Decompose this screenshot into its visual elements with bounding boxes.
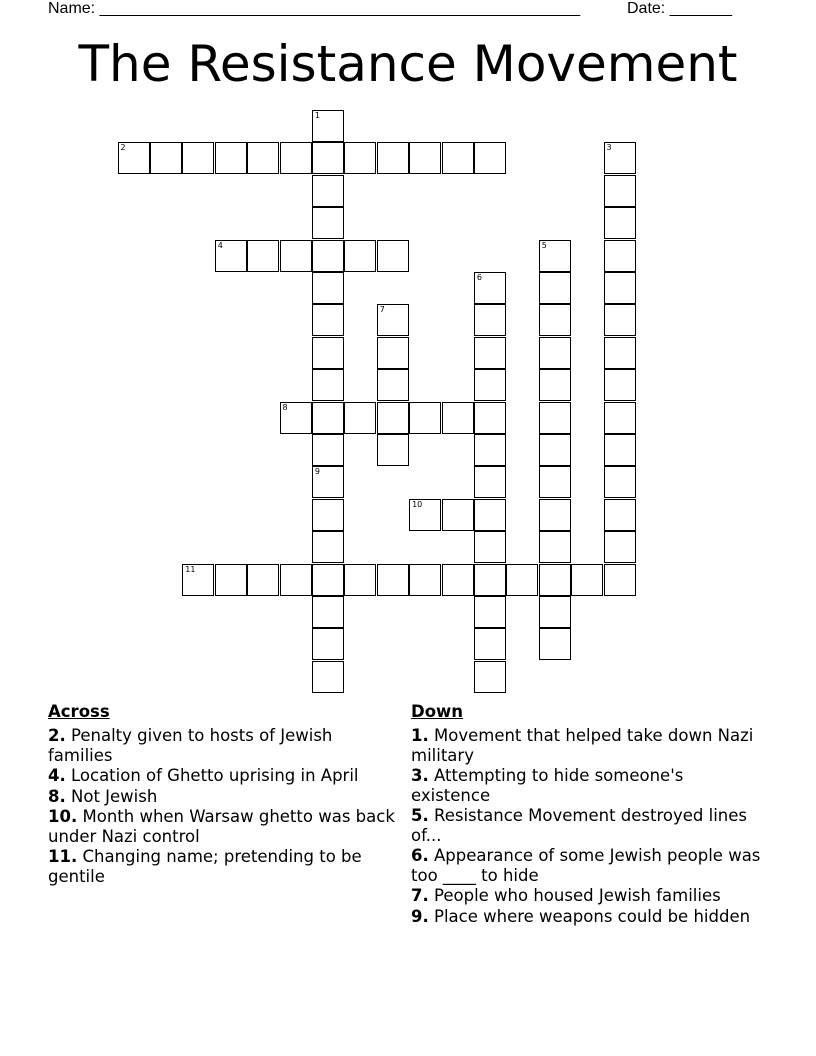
clue-number: 11. xyxy=(48,847,78,866)
clue-down-9 xyxy=(411,907,761,927)
grid-cell[interactable] xyxy=(474,369,506,401)
grid-cell[interactable] xyxy=(539,369,571,401)
cell-number: 5 xyxy=(541,240,547,250)
clue-across-2 xyxy=(48,726,398,765)
grid-cell[interactable] xyxy=(409,142,441,174)
grid-cell[interactable] xyxy=(377,142,409,174)
clue-across-4 xyxy=(48,766,398,786)
grid-cell[interactable] xyxy=(539,499,571,531)
clue-number: 3. xyxy=(411,766,429,785)
grid-cell[interactable] xyxy=(604,304,636,336)
clue-number: 7. xyxy=(411,886,429,905)
grid-cell[interactable] xyxy=(312,434,344,466)
clue-down-6 xyxy=(411,846,761,885)
clue-text: Not Jewish xyxy=(71,786,158,806)
clue-number: 4. xyxy=(48,766,66,785)
grid-cell[interactable] xyxy=(377,434,409,466)
clue-down-5 xyxy=(411,806,761,845)
grid-cell[interactable] xyxy=(118,142,150,174)
grid-cell[interactable] xyxy=(312,499,344,531)
grid-cell[interactable] xyxy=(312,142,344,174)
clue-text: Attempting to hide someone's existence xyxy=(411,766,684,805)
grid-cell[interactable] xyxy=(247,142,279,174)
grid-cell[interactable] xyxy=(150,142,182,174)
clue-across-10 xyxy=(48,807,398,846)
clue-across-11 xyxy=(48,847,398,886)
clue-number: 8. xyxy=(48,786,66,806)
grid-cell[interactable] xyxy=(312,596,344,628)
clue-number: 10. xyxy=(48,807,78,826)
grid-cell[interactable] xyxy=(474,564,506,596)
grid-cell[interactable] xyxy=(312,304,344,336)
clue-down-3 xyxy=(411,766,761,805)
grid-cell[interactable] xyxy=(312,564,344,596)
grid-cell[interactable] xyxy=(539,402,571,434)
grid-cell[interactable] xyxy=(247,564,279,596)
grid-cell[interactable] xyxy=(604,142,636,174)
clue-number: 5. xyxy=(411,806,429,825)
clue-number: 1. xyxy=(411,726,429,745)
cell-number: 3 xyxy=(606,143,612,153)
grid-cell[interactable] xyxy=(409,499,441,531)
grid-cell[interactable] xyxy=(377,564,409,596)
grid-cell[interactable] xyxy=(377,240,409,272)
grid-cell[interactable] xyxy=(344,240,376,272)
grid-cell[interactable] xyxy=(280,564,312,596)
grid-cell[interactable] xyxy=(474,661,506,693)
grid-cell[interactable] xyxy=(377,369,409,401)
grid-cell[interactable] xyxy=(539,304,571,336)
grid-cell[interactable] xyxy=(312,466,344,498)
grid-cell[interactable] xyxy=(344,402,376,434)
grid-cell[interactable] xyxy=(377,304,409,336)
clue-down-1 xyxy=(411,726,761,765)
grid-cell[interactable] xyxy=(474,304,506,336)
grid-cell[interactable] xyxy=(312,207,344,239)
grid-cell[interactable] xyxy=(474,499,506,531)
grid-cell[interactable] xyxy=(474,402,506,434)
grid-cell[interactable] xyxy=(474,466,506,498)
grid-cell[interactable] xyxy=(604,499,636,531)
clue-text: Penalty given to hosts of Jewish families xyxy=(48,726,333,765)
cell-number: 9 xyxy=(314,467,320,477)
grid-cell[interactable] xyxy=(409,564,441,596)
grid-cell[interactable] xyxy=(312,369,344,401)
grid-cell[interactable] xyxy=(442,499,474,531)
grid-cell[interactable] xyxy=(539,240,571,272)
grid-cell[interactable] xyxy=(344,564,376,596)
grid-cell[interactable] xyxy=(604,531,636,563)
clue-number: 2. xyxy=(48,726,66,745)
grid-cell[interactable] xyxy=(280,402,312,434)
date-field-label: Date: _______ xyxy=(627,0,732,17)
grid-cell[interactable] xyxy=(442,402,474,434)
grid-cell[interactable] xyxy=(571,564,603,596)
cell-number: 4 xyxy=(217,240,223,250)
name-field-label: Name: ______________________________________________________ xyxy=(48,0,581,17)
grid-cell[interactable] xyxy=(312,175,344,207)
cell-number: 8 xyxy=(282,402,288,412)
grid-cell[interactable] xyxy=(539,628,571,660)
cell-number: 11 xyxy=(185,564,196,574)
clue-text: Changing name; pretending to be gentile xyxy=(48,847,362,886)
clue-across-8 xyxy=(48,787,398,807)
grid-cell[interactable] xyxy=(474,272,506,304)
clue-down-7 xyxy=(411,886,761,906)
grid-cell[interactable] xyxy=(312,531,344,563)
grid-cell[interactable] xyxy=(539,272,571,304)
grid-cell[interactable] xyxy=(539,466,571,498)
grid-cell[interactable] xyxy=(182,564,214,596)
clue-number: 9. xyxy=(411,906,429,926)
grid-cell[interactable] xyxy=(442,564,474,596)
grid-cell[interactable] xyxy=(215,240,247,272)
grid-cell[interactable] xyxy=(344,142,376,174)
grid-cell[interactable] xyxy=(312,337,344,369)
page-title: The Resistance Movement xyxy=(78,35,738,93)
grid-cell[interactable] xyxy=(280,142,312,174)
grid-cell[interactable] xyxy=(377,337,409,369)
grid-cell[interactable] xyxy=(312,240,344,272)
grid-cell[interactable] xyxy=(539,564,571,596)
grid-cell[interactable] xyxy=(312,402,344,434)
clue-text: Resistance Movement destroyed lines of... xyxy=(411,806,748,845)
grid-cell[interactable] xyxy=(280,240,312,272)
grid-cell[interactable] xyxy=(247,240,279,272)
clue-text: Location of Ghetto uprising in April xyxy=(71,766,359,785)
grid-cell[interactable] xyxy=(474,142,506,174)
grid-cell[interactable] xyxy=(604,207,636,239)
clue-text: Appearance of some Jewish people was too ____ to hide xyxy=(411,846,761,885)
clue-number: 6. xyxy=(411,846,429,865)
grid-cell[interactable] xyxy=(474,596,506,628)
grid-cell[interactable] xyxy=(312,272,344,304)
grid-cell[interactable] xyxy=(182,142,214,174)
grid-cell[interactable] xyxy=(215,142,247,174)
clue-text: Place where weapons could be hidden xyxy=(434,906,751,926)
grid-cell[interactable] xyxy=(604,369,636,401)
grid-cell[interactable] xyxy=(604,466,636,498)
grid-cell[interactable] xyxy=(604,402,636,434)
grid-cell[interactable] xyxy=(604,240,636,272)
grid-cell[interactable] xyxy=(474,531,506,563)
grid-cell[interactable] xyxy=(442,142,474,174)
grid-cell[interactable] xyxy=(474,434,506,466)
grid-cell[interactable] xyxy=(474,337,506,369)
cell-number: 7 xyxy=(379,305,385,315)
grid-cell[interactable] xyxy=(215,564,247,596)
grid-cell[interactable] xyxy=(539,434,571,466)
grid-cell[interactable] xyxy=(312,628,344,660)
grid-cell[interactable] xyxy=(409,402,441,434)
grid-cell[interactable] xyxy=(539,596,571,628)
clue-text: People who housed Jewish families xyxy=(434,886,721,905)
grid-cell[interactable] xyxy=(604,272,636,304)
grid-cell[interactable] xyxy=(604,434,636,466)
grid-cell[interactable] xyxy=(474,628,506,660)
cell-number: 2 xyxy=(120,143,126,153)
cell-number: 10 xyxy=(412,499,423,509)
cell-number: 1 xyxy=(314,111,320,120)
grid-cell[interactable] xyxy=(604,175,636,207)
clue-text: Month when Warsaw ghetto was back under Nazi control xyxy=(48,807,395,846)
down-clues xyxy=(411,702,761,927)
across-heading: Across xyxy=(48,702,110,721)
down-heading: Down xyxy=(411,702,464,721)
grid-cell[interactable] xyxy=(312,110,344,142)
grid-cell[interactable] xyxy=(604,337,636,369)
grid-cell[interactable] xyxy=(539,531,571,563)
grid-cell[interactable] xyxy=(377,402,409,434)
grid-cell[interactable] xyxy=(506,564,538,596)
cell-number: 6 xyxy=(476,273,482,282)
grid-cell[interactable] xyxy=(312,661,344,693)
clue-text: Movement that helped take down Nazi military xyxy=(411,726,754,765)
grid-cell[interactable] xyxy=(604,564,636,596)
grid-cell[interactable] xyxy=(539,337,571,369)
across-clues xyxy=(48,702,398,887)
